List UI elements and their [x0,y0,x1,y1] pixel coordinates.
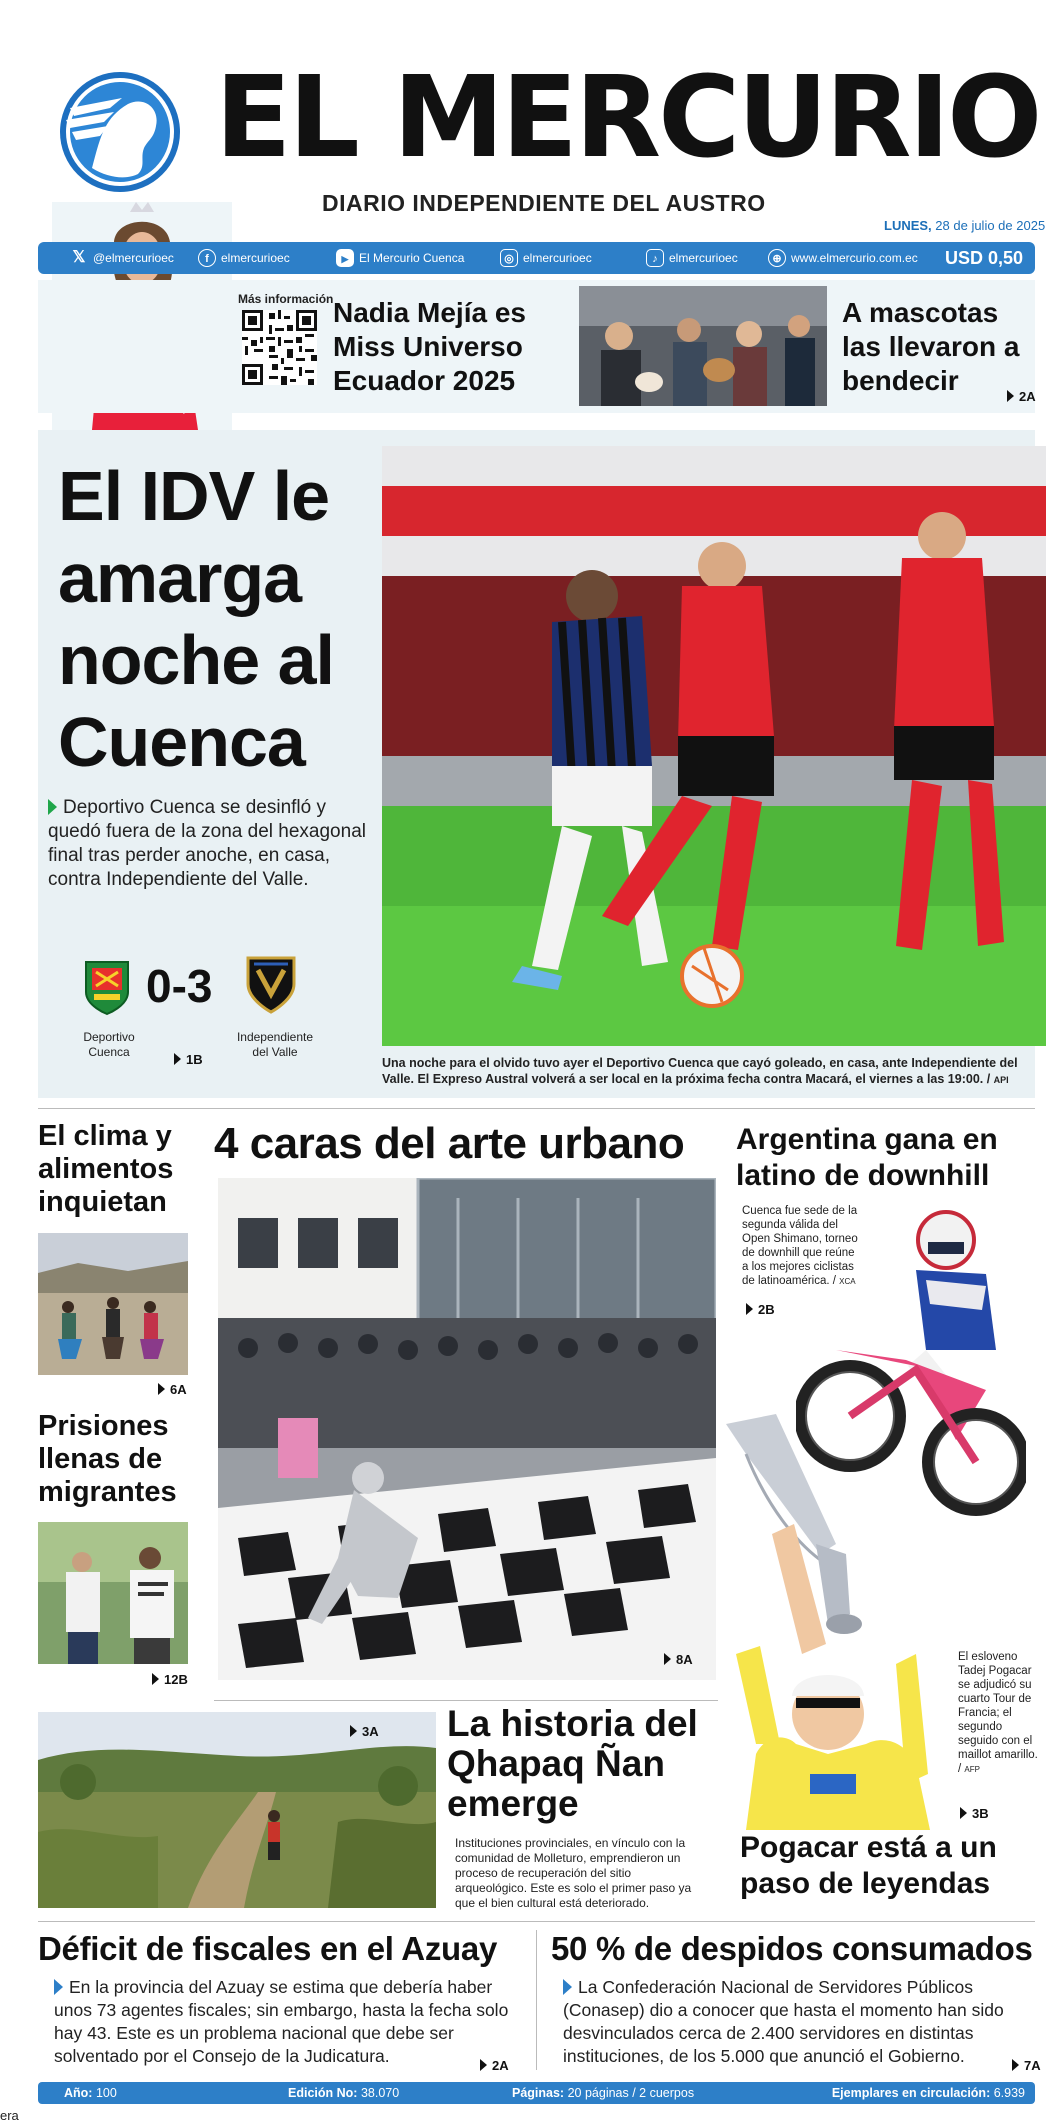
youtube-icon: ▶ [336,249,354,267]
downhill-headline[interactable]: Argentina gana en latino de downhill [736,1123,998,1192]
lead-headline[interactable]: El IDV le amarga noche al Cuenca [58,457,334,781]
pogacar-headline[interactable]: Pogacar está a un paso de leyendas [740,1831,997,1900]
social-x[interactable]: 𝕏 @elmercurioec [70,242,174,274]
divider-rule [38,1108,1035,1109]
deficit-headline[interactable]: Déficit de fiscales en el Azuay [38,1930,498,1967]
layoffs-text: La Confederación Nacional de Servidores Públicos (Conasep) dio a conocer que hasta el momento han sido desvinculados cerca de 2.400 servidores en distintas instituciones, de los 5.000 que anunció el Gobierno. [563,1977,1004,2066]
footer-bar [38,2082,1035,2104]
social-instagram[interactable]: ◎ elmercurioec [500,242,592,274]
deficit-text: En la provincia del Azuay se estima que debería haber unos 73 agentes fiscales; sin embargo, hasta la fecha solo hay 43. Este es un problema nacional que debe ser solventado por el Consejo de la Judicatura. [54,1977,509,2066]
footer-pages: Páginas: 20 páginas / 2 cuerpos [512,2086,695,2100]
downhill-text: Cuenca fue sede de la segunda válida del Open Shimano, torneo de downhill que reúne a los mejores ciclistas de latinoamérica. / XCA [742,1205,858,1287]
edition-date: LUNES, 28 de julio de 2025 [884,218,1046,233]
masthead-title: EL MERCURIO [215,53,1040,183]
prisons-ref: 12B [152,1672,188,1687]
social-tiktok[interactable]: ♪ elmercurioec [646,242,738,274]
social-facebook[interactable]: f elmercurioec [198,242,290,274]
lead-caption: Una noche para el olvido tuvo ayer el Deportivo Cuenca que cayó goleado, en casa, ante Independiente del Valle. El Expreso Austral volverá a ser local en la próxima fecha contra Macará, el viernes a las 19:00. / API [382,1056,1018,1086]
footer-edition: Edición No: 38.070 [288,2086,400,2100]
bullet-icon [54,1979,63,1995]
urban-art-ref: 8A [664,1652,693,1667]
prisons-photo [38,1522,188,1664]
x-icon: 𝕏 [72,249,86,266]
urban-art-photo [218,1178,716,1680]
footer-circulation: Ejemplares en circulación: 6.939 [831,2086,1025,2100]
bullet-icon [48,799,57,815]
social-website[interactable]: ⊕ www.elmercurio.com.ec [768,242,918,274]
masthead-tagline: DIARIO INDEPENDIENTE DEL AUSTRO [322,190,766,216]
prisons-headline[interactable]: Prisiones llenas de migrantes [38,1410,177,1508]
miss-headline[interactable]: Nadia Mejía es Miss Universo Ecuador 2025 [333,297,526,396]
layoffs-headline[interactable]: 50 % de despidos consumados [551,1930,1033,1967]
climate-ref: 6A [158,1382,187,1397]
stray-text: era [0,2108,19,2123]
facebook-icon: f [198,249,216,267]
lead-ref: 1B [174,1052,203,1067]
qr-code[interactable] [242,310,317,385]
footer-year: Año: 100 [64,2086,117,2100]
divider-rule [536,1930,537,2070]
deficit-ref: 2A [480,2058,509,2073]
masthead-logo [52,68,192,193]
home-team-label: Deportivo Cuenca [83,1030,135,1059]
social-bar [38,242,1035,274]
climate-headline[interactable]: El clima y alimentos inquietan [38,1120,174,1218]
pogacar-caption: El esloveno Tadej Pogacar se adjudicó su cuarto Tour de Francia; el segundo seguido con el maillot amarillo. / AFP [958,1651,1038,1775]
deportivo-cuenca-crest-icon [84,958,130,1016]
divider-rule [214,1700,718,1701]
qr-label: Más información [238,292,334,306]
qhapaq-nan-text: Instituciones provinciales, en vínculo con la comunidad de Molleturo, emprendieron un proceso de recuperación del sitio arqueológico. Este es solo el primer paso ya que el bien cultural está deteriorado. [455,1836,692,1910]
independiente-del-valle-crest-icon [244,954,298,1014]
divider-rule [38,1921,1035,1922]
pogacar-ref: 3B [960,1806,989,1821]
climate-photo [38,1233,188,1375]
pets-ref: 2A [1007,389,1036,404]
layoffs-ref: 7A [1012,2058,1041,2073]
price: USD 0,50 [944,248,1023,268]
tiktok-icon: ♪ [646,249,664,267]
pets-headline[interactable]: A mascotas las llevaron a bendecir [842,297,1020,396]
pets-blessing-photo [579,286,827,406]
globe-icon: ⊕ [768,249,786,267]
downhill-ref: 2B [746,1302,775,1317]
qhapaq-nan-ref: 3A [350,1724,379,1739]
qhapaq-nan-photo [38,1712,436,1908]
bullet-icon [563,1979,572,1995]
lead-score: 0-3 [146,960,213,1012]
away-team-label: Independiente del Valle [236,1030,314,1059]
instagram-icon: ◎ [500,249,518,267]
match-photo [382,446,1046,1046]
social-youtube[interactable]: ▶ El Mercurio Cuenca [336,242,464,274]
pogacar-photo [716,1414,964,1830]
qhapaq-nan-headline[interactable]: La historia del Qhapaq Ñan emerge [447,1703,698,1824]
urban-art-headline[interactable]: 4 caras del arte urbano [214,1119,685,1168]
lead-summary: Deportivo Cuenca se desinfló y quedó fuera de la zona del hexagonal final tras perder anoche, en casa, contra Independiente del Valle. [48,797,366,890]
